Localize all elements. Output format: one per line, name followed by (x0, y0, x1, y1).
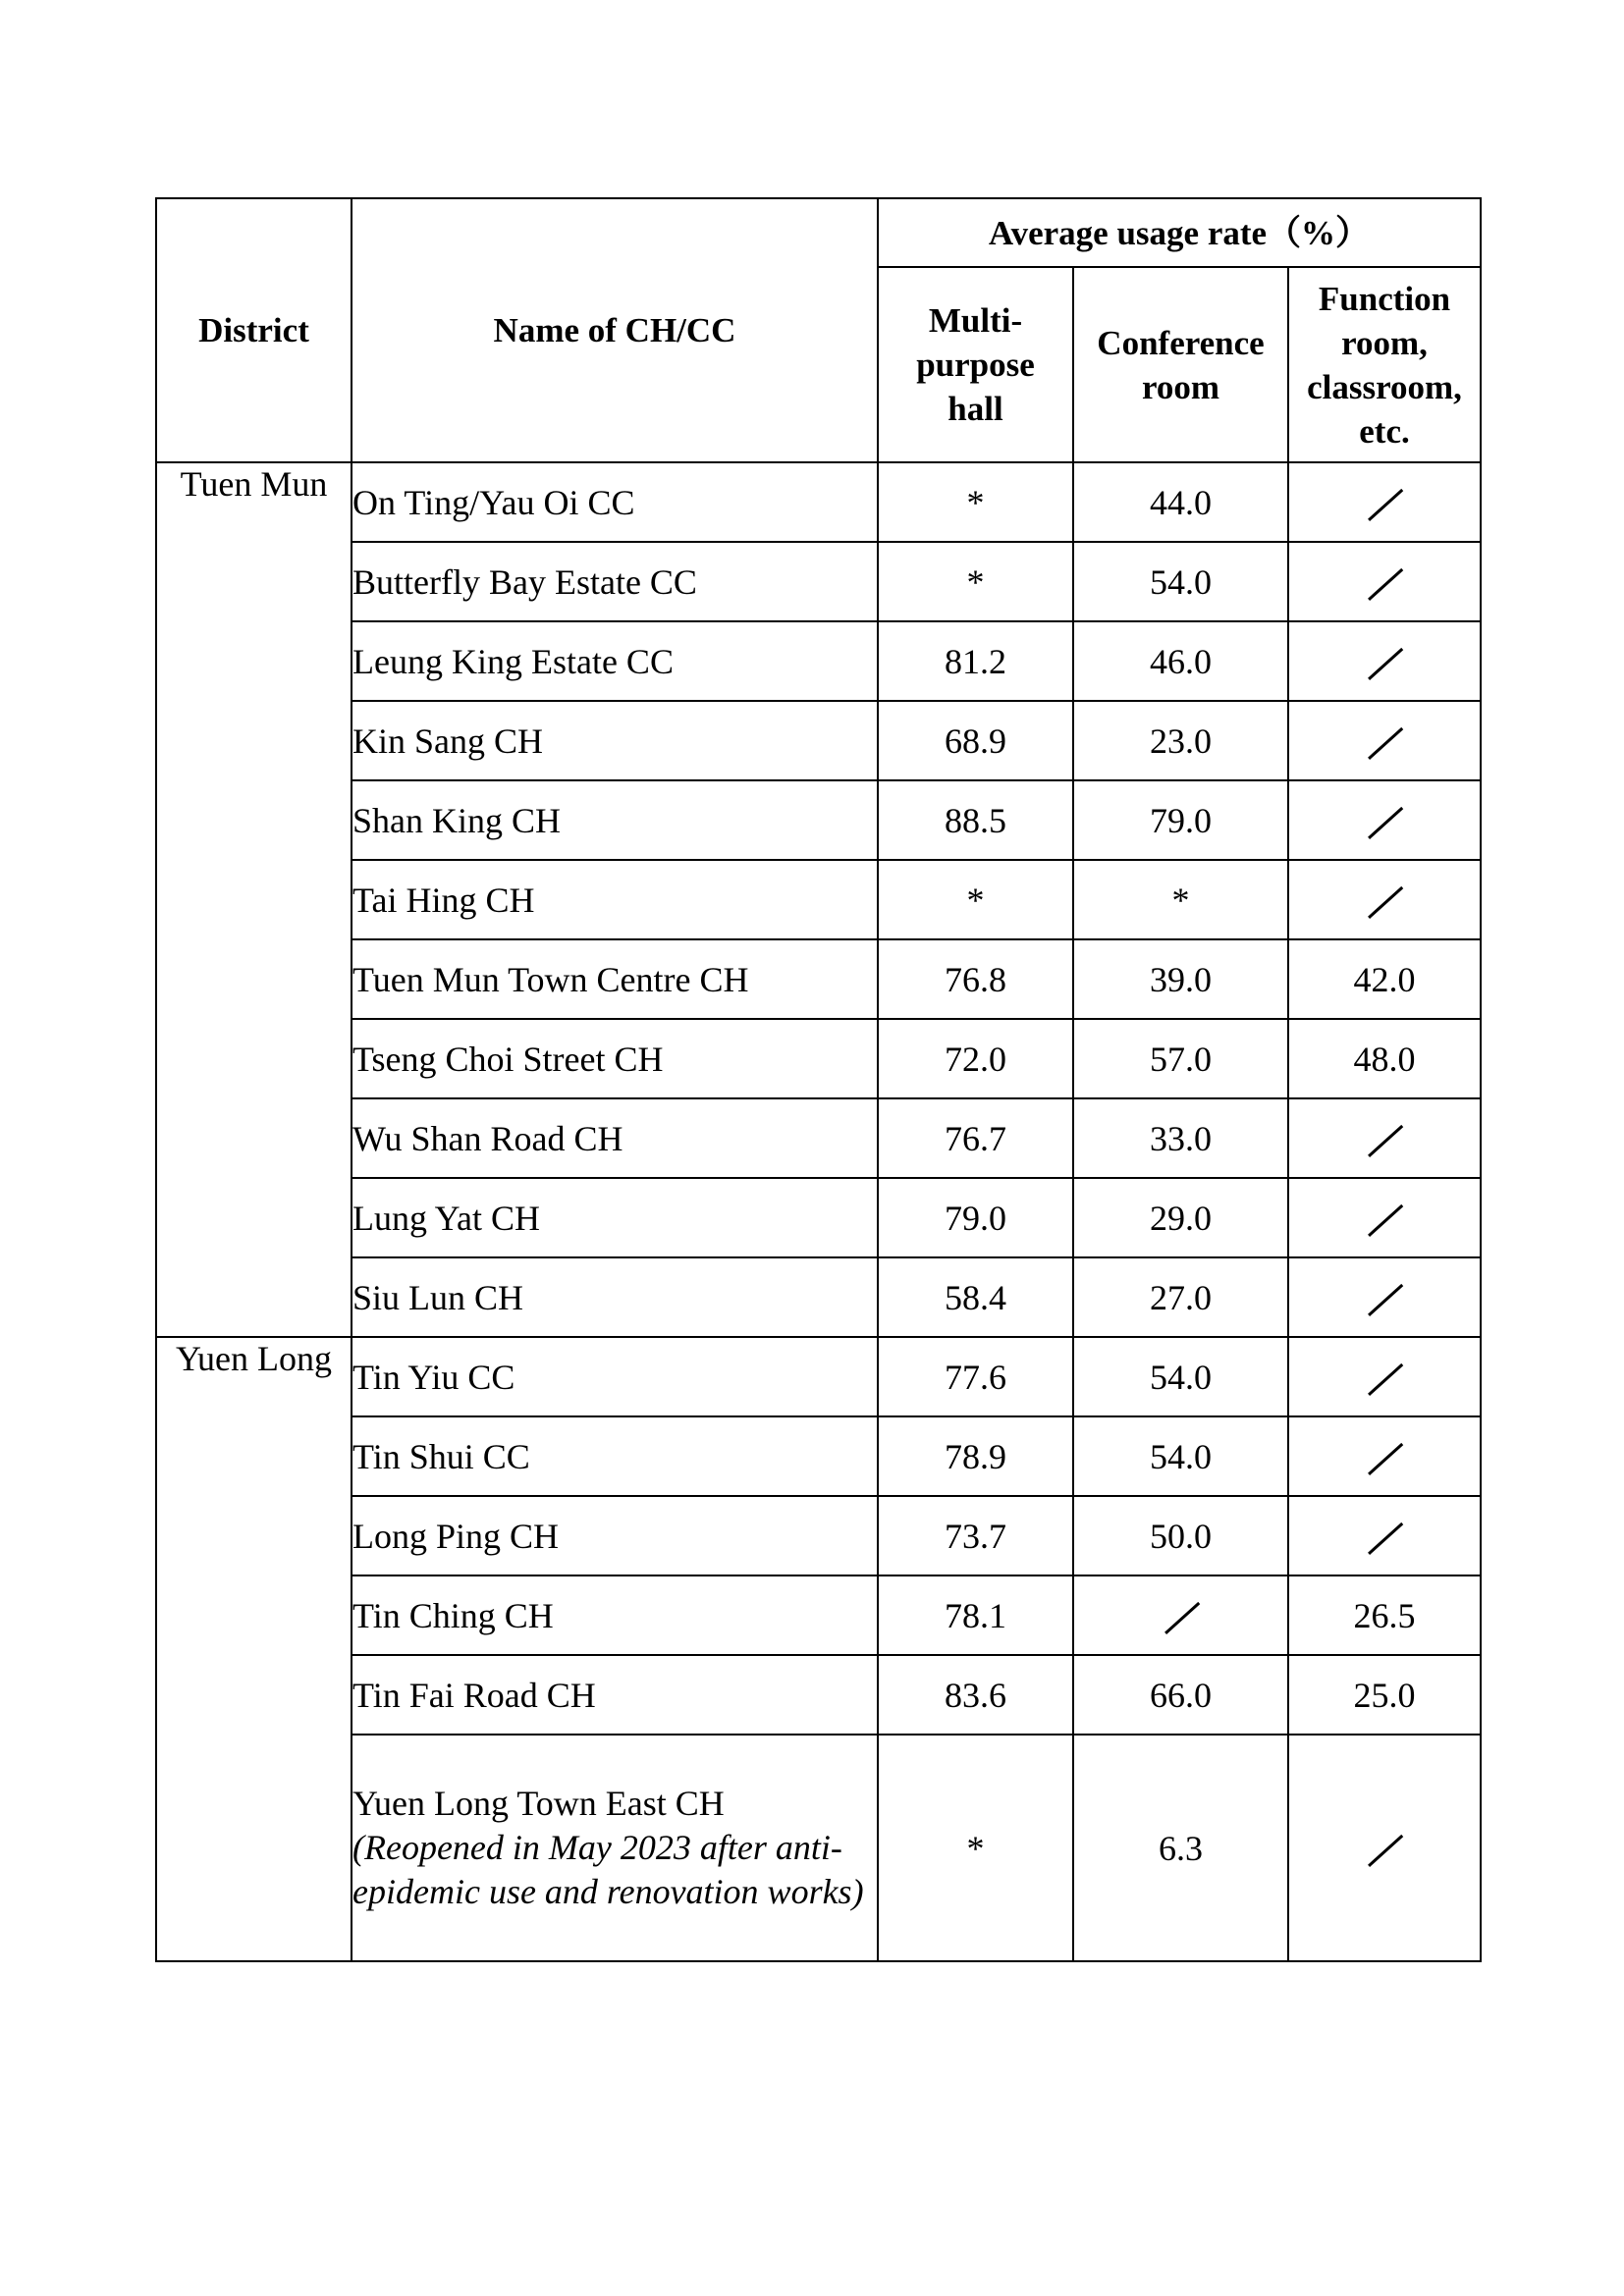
conference-room-rate-cell: 66.0 (1073, 1655, 1288, 1735)
multipurpose-hall-rate-cell: 58.4 (878, 1257, 1073, 1337)
facility-name-cell: Long Ping CH (352, 1496, 878, 1575)
not-applicable-slash-icon (1366, 565, 1403, 603)
conference-room-rate-cell: 54.0 (1073, 1337, 1288, 1416)
facility-name-cell: Kin Sang CH (352, 701, 878, 780)
table-row (156, 1655, 1481, 1735)
function-room-rate-cell (1288, 860, 1481, 939)
table-row (156, 1575, 1481, 1655)
function-room-rate-cell (1288, 701, 1481, 780)
facility-name-cell: Butterfly Bay Estate CC (352, 542, 878, 621)
facility-name-cell (352, 1735, 878, 1961)
district-cell: Tuen Mun (156, 462, 352, 1337)
table-row (156, 1257, 1481, 1337)
not-applicable-slash-icon (1366, 1361, 1403, 1398)
conference-room-rate-cell: 6.3 (1073, 1735, 1288, 1961)
name-header: Name of CH/CC (352, 198, 878, 462)
facility-name-cell: Shan King CH (352, 780, 878, 860)
multipurpose-hall-header: Multi-purpose hall (878, 267, 1073, 462)
conference-room-rate-cell: 29.0 (1073, 1178, 1288, 1257)
multipurpose-hall-rate-cell: 72.0 (878, 1019, 1073, 1098)
not-applicable-slash-icon (1366, 1201, 1403, 1239)
multipurpose-hall-rate-cell: 77.6 (878, 1337, 1073, 1416)
multipurpose-hall-rate-cell: * (878, 542, 1073, 621)
not-applicable-slash-icon (1366, 1832, 1403, 1869)
facility-name-cell: Tin Shui CC (352, 1416, 878, 1496)
conference-room-rate-cell: 33.0 (1073, 1098, 1288, 1178)
conference-room-rate-cell: 46.0 (1073, 621, 1288, 701)
function-room-rate-cell (1288, 1337, 1481, 1416)
multipurpose-hall-rate-cell: 76.8 (878, 939, 1073, 1019)
table-row (156, 621, 1481, 701)
not-applicable-slash-icon (1366, 1122, 1403, 1159)
not-applicable-slash-icon (1366, 486, 1403, 523)
table-row (156, 1416, 1481, 1496)
table-row (156, 542, 1481, 621)
table-row (156, 1019, 1481, 1098)
table-header (156, 198, 1481, 462)
multipurpose-hall-rate-cell: 76.7 (878, 1098, 1073, 1178)
facility-name-cell: Tin Ching CH (352, 1575, 878, 1655)
conference-room-rate-cell: 54.0 (1073, 1416, 1288, 1496)
facility-name-cell: Tseng Choi Street CH (352, 1019, 878, 1098)
facility-note: (Reopened in May 2023 after anti-epidemic use and renovation works) (352, 1828, 864, 1911)
conference-room-rate-cell: * (1073, 860, 1288, 939)
not-applicable-slash-icon (1366, 1520, 1403, 1557)
function-room-rate-cell (1288, 462, 1481, 542)
table-row (156, 701, 1481, 780)
facility-name-cell: Tin Yiu CC (352, 1337, 878, 1416)
table-row (156, 939, 1481, 1019)
function-room-rate-cell: 26.5 (1288, 1575, 1481, 1655)
function-room-rate-cell: 42.0 (1288, 939, 1481, 1019)
table-body (156, 462, 1481, 1961)
conference-room-rate-cell: 23.0 (1073, 701, 1288, 780)
table-row (156, 1178, 1481, 1257)
multipurpose-hall-rate-cell: 68.9 (878, 701, 1073, 780)
function-room-rate-cell: 25.0 (1288, 1655, 1481, 1735)
function-room-rate-cell (1288, 780, 1481, 860)
district-header: District (156, 198, 352, 462)
function-room-rate-cell (1288, 1496, 1481, 1575)
multipurpose-hall-rate-cell: 73.7 (878, 1496, 1073, 1575)
not-applicable-slash-icon (1366, 883, 1403, 921)
conference-room-rate-cell: 44.0 (1073, 462, 1288, 542)
facility-name: Yuen Long Town East CH (352, 1784, 725, 1823)
facility-name-cell: Tin Fai Road CH (352, 1655, 878, 1735)
facility-name-cell: Tuen Mun Town Centre CH (352, 939, 878, 1019)
usage-rate-group-header: Average usage rate（%） (878, 198, 1481, 267)
conference-room-rate-cell: 50.0 (1073, 1496, 1288, 1575)
usage-rate-table (155, 197, 1482, 1962)
facility-name-cell: On Ting/Yau Oi CC (352, 462, 878, 542)
function-room-rate-cell (1288, 1416, 1481, 1496)
function-room-rate-cell (1288, 1735, 1481, 1961)
function-room-rate-cell (1288, 1178, 1481, 1257)
not-applicable-slash-icon (1163, 1599, 1200, 1636)
function-room-rate-cell: 48.0 (1288, 1019, 1481, 1098)
function-room-rate-cell (1288, 621, 1481, 701)
table-row (156, 462, 1481, 542)
table-row (156, 1098, 1481, 1178)
not-applicable-slash-icon (1366, 724, 1403, 762)
not-applicable-slash-icon (1366, 804, 1403, 841)
facility-name-cell: Siu Lun CH (352, 1257, 878, 1337)
multipurpose-hall-rate-cell: 88.5 (878, 780, 1073, 860)
table-row (156, 780, 1481, 860)
conference-room-rate-cell: 27.0 (1073, 1257, 1288, 1337)
conference-room-rate-cell: 54.0 (1073, 542, 1288, 621)
multipurpose-hall-rate-cell: 79.0 (878, 1178, 1073, 1257)
district-cell: Yuen Long (156, 1337, 352, 1961)
not-applicable-slash-icon (1366, 645, 1403, 682)
function-room-header: Function room, classroom, etc. (1288, 267, 1481, 462)
conference-room-rate-cell: 39.0 (1073, 939, 1288, 1019)
facility-name-cell: Tai Hing CH (352, 860, 878, 939)
table-row (156, 1735, 1481, 1961)
conference-room-header: Conference room (1073, 267, 1288, 462)
conference-room-rate-cell (1073, 1575, 1288, 1655)
multipurpose-hall-rate-cell: * (878, 860, 1073, 939)
multipurpose-hall-rate-cell: * (878, 462, 1073, 542)
facility-name-cell: Lung Yat CH (352, 1178, 878, 1257)
multipurpose-hall-rate-cell: 81.2 (878, 621, 1073, 701)
table-row (156, 1496, 1481, 1575)
conference-room-rate-cell: 79.0 (1073, 780, 1288, 860)
multipurpose-hall-rate-cell: * (878, 1735, 1073, 1961)
function-room-rate-cell (1288, 1257, 1481, 1337)
facility-name-cell: Wu Shan Road CH (352, 1098, 878, 1178)
multipurpose-hall-rate-cell: 78.9 (878, 1416, 1073, 1496)
table-row (156, 1337, 1481, 1416)
not-applicable-slash-icon (1366, 1281, 1403, 1318)
multipurpose-hall-rate-cell: 78.1 (878, 1575, 1073, 1655)
multipurpose-hall-rate-cell: 83.6 (878, 1655, 1073, 1735)
table-row (156, 860, 1481, 939)
function-room-rate-cell (1288, 1098, 1481, 1178)
conference-room-rate-cell: 57.0 (1073, 1019, 1288, 1098)
function-room-rate-cell (1288, 542, 1481, 621)
facility-name-cell: Leung King Estate CC (352, 621, 878, 701)
not-applicable-slash-icon (1366, 1440, 1403, 1477)
